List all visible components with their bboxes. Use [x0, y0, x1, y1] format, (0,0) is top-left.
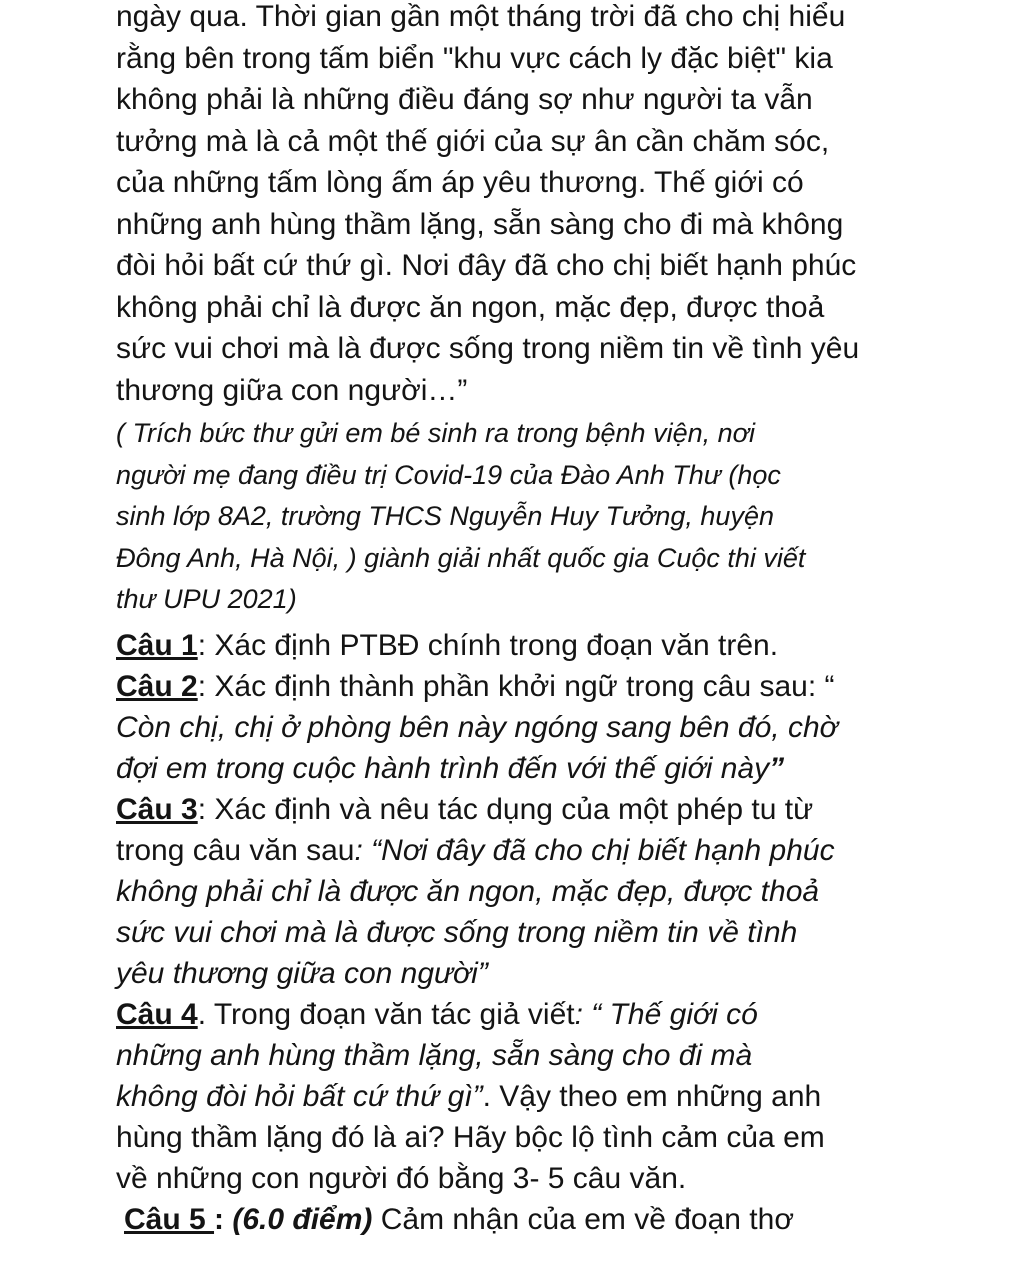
- passage-line: sức vui chơi mà là được sống trong niềm tin về tình yêu: [116, 332, 860, 365]
- question-5-colon: :: [214, 1203, 233, 1236]
- question-2-quote-close: ”: [769, 752, 785, 785]
- question-4-quote-line: : “ Thế giới có: [574, 998, 758, 1031]
- passage-line: không phải là những điều đáng sợ như người ta vẫn: [116, 83, 813, 116]
- question-4-text: . Vậy theo em những anh: [482, 1080, 822, 1113]
- citation-line: sinh lớp 8A2, trường THCS Nguyễn Huy Tưởng, huyện: [116, 501, 774, 531]
- question-2: [116, 666, 916, 789]
- question-1-label: Câu 1: [116, 629, 198, 662]
- question-5-label: Câu 5: [124, 1203, 215, 1236]
- question-4-text: hùng thầm lặng đó là ai? Hãy bộc lộ tình cảm của em: [116, 1121, 825, 1154]
- passage-line: tưởng mà là cả một thế giới của sự ân cần chăm sóc,: [116, 124, 830, 158]
- citation-line: người mẹ đang điều trị Covid-19 của Đào Anh Thư (học: [116, 459, 781, 490]
- question-3-quote-line: : “Nơi đây đã cho chị biết hạnh phúc: [354, 834, 835, 867]
- question-4-quote-line: những anh hùng thầm lặng, sẵn sàng cho đi mà: [116, 1039, 753, 1072]
- question-5: [116, 1199, 916, 1240]
- passage-line: rằng bên trong tấm biển "khu vực cách ly đặc biệt" kia: [116, 41, 833, 75]
- source-citation: [116, 413, 876, 621]
- passage-line: không phải chỉ là được ăn ngon, mặc đẹp, được thoả: [116, 290, 825, 324]
- question-4-label: Câu 4: [116, 998, 198, 1031]
- question-3: [116, 789, 916, 994]
- question-2-label: Câu 2: [116, 670, 198, 703]
- question-1-text: : Xác định PTBĐ chính trong đoạn văn trên.: [197, 629, 779, 662]
- question-3-quote-line: sức vui chơi mà là được sống trong niềm tin về tình: [116, 916, 798, 949]
- question-3-text: trong câu văn sau: [116, 834, 355, 867]
- question-3-quote-line: không phải chỉ là được ăn ngon, mặc đẹp, được thoả: [116, 875, 820, 908]
- question-2-quote-line: Còn chị, chị ở phòng bên này ngóng sang bên đó, chờ: [116, 711, 838, 744]
- question-3-quote-line: yêu thương giữa con người”: [116, 957, 488, 990]
- question-4-quote-line: không đòi hỏi bất cứ thứ gì”: [116, 1080, 483, 1113]
- question-4-text: . Trong đoạn văn tác giả viết: [197, 998, 575, 1031]
- passage-line: ngày qua. Thời gian gần một tháng trời đã cho chị hiểu: [116, 0, 846, 33]
- passage-line: những anh hùng thầm lặng, sẵn sàng cho đi mà không: [116, 207, 844, 241]
- citation-line: ( Trích bức thư gửi em bé sinh ra trong bệnh viện, nơi: [116, 418, 755, 448]
- question-5-points: (6.0 điểm): [232, 1203, 373, 1236]
- question-3-text: : Xác định và nêu tác dụng của một phép tu từ: [197, 793, 814, 826]
- question-4: [116, 994, 916, 1199]
- passage-line: của những tấm lòng ấm áp yêu thương. Thế giới có: [116, 166, 804, 199]
- question-2-text: : Xác định thành phần khởi ngữ trong câu sau: “: [197, 670, 835, 703]
- question-1: [116, 625, 916, 666]
- question-4-text: về những con người đó bằng 3- 5 câu văn.: [116, 1162, 687, 1195]
- passage-line: thương giữa con người…”: [116, 373, 468, 407]
- citation-line: Đông Anh, Hà Nội, ) giành giải nhất quốc gia Cuộc thi viết: [116, 542, 806, 573]
- letter-excerpt: [116, 0, 916, 411]
- citation-line: thư UPU 2021): [116, 584, 297, 614]
- question-list: [116, 625, 916, 1240]
- question-2-quote-line: đợi em trong cuộc hành trình đến với thế giới này: [116, 752, 770, 785]
- passage-line: đòi hỏi bất cứ thứ gì. Nơi đây đã cho chị biết hạnh phúc: [116, 249, 857, 282]
- question-5-text: Cảm nhận của em về đoạn thơ: [372, 1203, 794, 1236]
- question-3-label: Câu 3: [116, 793, 198, 826]
